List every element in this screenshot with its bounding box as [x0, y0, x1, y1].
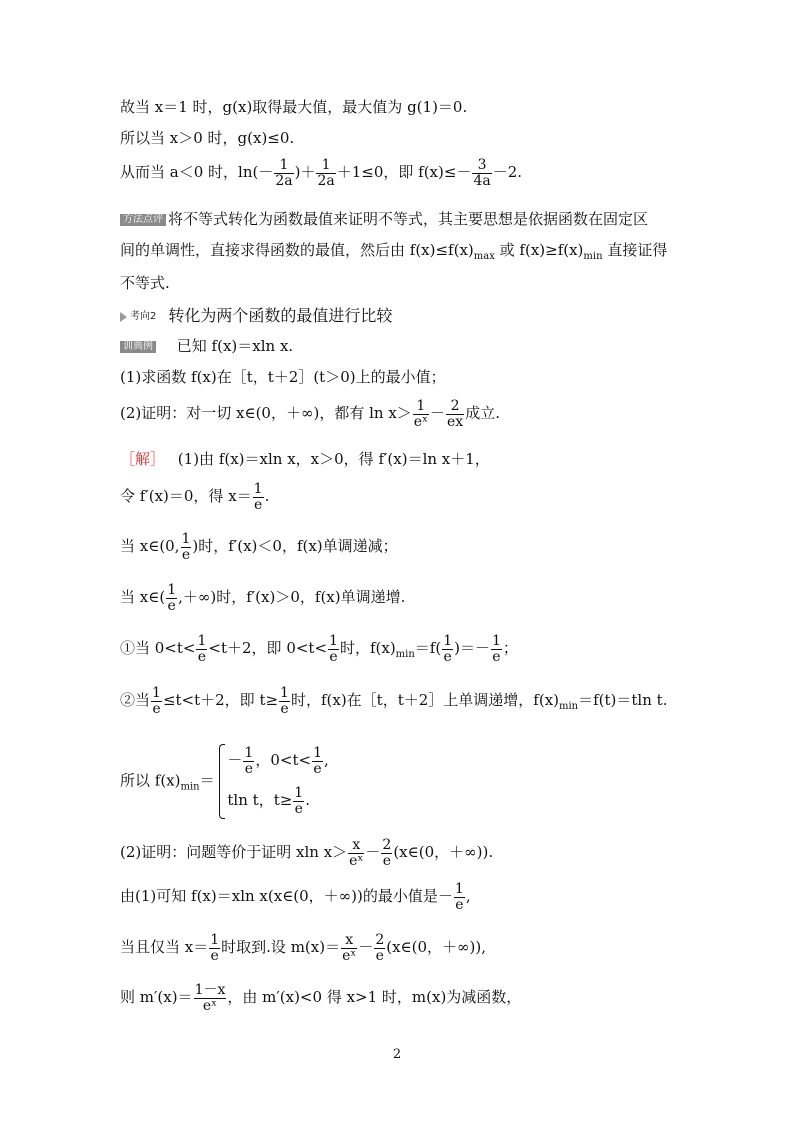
- text: 间的单调性，直接求得函数的最值，然后由 f(x)≤f(x): [120, 241, 474, 259]
- case-row: [227, 746, 328, 776]
- text: ＝f(t)＝tln t.: [578, 691, 668, 710]
- text: －: [358, 938, 374, 957]
- text: .: [264, 487, 270, 506]
- text: ①当 0<t<: [120, 639, 196, 658]
- numerator: 2: [375, 932, 385, 948]
- text: ,: [323, 751, 329, 770]
- text: ≤t<t＋2，即 t≥: [162, 691, 279, 710]
- text-line: [120, 131, 294, 146]
- text: ；: [502, 639, 518, 658]
- numerator: 1: [280, 685, 289, 701]
- example-tag: 训典例: [120, 341, 156, 353]
- example-line: [120, 339, 293, 354]
- fraction: [209, 933, 220, 963]
- text: 所以当 x＞0 时，g(x)≤0.: [120, 129, 295, 147]
- denominator: e: [492, 648, 501, 665]
- numerator: 1: [294, 785, 304, 802]
- fraction: [413, 399, 429, 429]
- text: ,: [465, 887, 471, 906]
- fraction: [446, 399, 464, 429]
- text: 令 f′(x)＝0，得 x＝: [120, 487, 252, 506]
- text: 直接证得: [602, 241, 668, 259]
- denominator: e: [280, 700, 289, 717]
- text: )时，f′(x)＜0，f(x)单调递减；: [192, 537, 398, 556]
- text: 不等式.: [120, 274, 170, 292]
- fraction: [341, 933, 357, 963]
- fraction: [194, 983, 227, 1013]
- formula-line: [120, 882, 471, 912]
- formula-line: [120, 583, 405, 613]
- numerator: 1－x: [194, 982, 226, 998]
- text: 故当 x＝1 时，g(x)取得最大值，最大值为 g(1)＝0.: [120, 98, 468, 116]
- subscript: min: [559, 701, 579, 713]
- fraction: [279, 686, 290, 716]
- text: －2.: [492, 163, 523, 182]
- formula-line: [120, 983, 521, 1013]
- formula-line: [120, 399, 500, 429]
- numerator: 3: [472, 158, 491, 174]
- fraction: [166, 583, 177, 613]
- text: ＝f(: [414, 639, 442, 658]
- fraction: [381, 838, 392, 868]
- section-title: 转化为两个函数的最值进行比较: [168, 306, 393, 325]
- text: 已知 f(x)＝xln x.: [176, 337, 294, 355]
- text: .: [305, 791, 310, 810]
- solution-line: [120, 452, 490, 467]
- numerator: 1: [210, 932, 220, 948]
- denominator: e: [294, 801, 303, 818]
- comment-line: [120, 212, 648, 227]
- fraction: [442, 634, 453, 664]
- numerator: x: [348, 838, 364, 854]
- text: 时，f(x): [339, 639, 396, 658]
- text: (2)证明：问题等价于证明 xln x＞: [120, 843, 348, 862]
- denominator: eˣ: [342, 947, 357, 964]
- text: 成立.: [465, 404, 500, 423]
- text: ，由 m′(x)<0 得 x>1 时，m(x)为减函数，: [227, 988, 522, 1007]
- numerator: 1: [181, 531, 191, 547]
- denominator: e: [313, 760, 322, 777]
- text: (x∈(0，＋∞)),: [386, 938, 487, 957]
- denominator: e: [443, 648, 452, 665]
- text-line: [120, 370, 446, 385]
- formula-line: [120, 158, 522, 188]
- fraction: [274, 158, 293, 188]
- numerator: 1: [167, 582, 177, 598]
- denominator: e: [253, 496, 263, 513]
- fraction: [491, 634, 502, 664]
- case-two-line: [120, 686, 667, 716]
- formula-line: [120, 933, 486, 963]
- numerator: x: [341, 933, 357, 949]
- text: 或 f(x)≥f(x): [494, 241, 584, 259]
- denominator: e: [244, 760, 254, 777]
- triangle-icon: [120, 312, 127, 322]
- fraction: [181, 532, 192, 562]
- numerator: 1: [244, 745, 254, 761]
- denominator: eˣ: [349, 852, 364, 869]
- solution-tag: ［解］: [120, 450, 166, 468]
- text: 时，f(x)在［t，t＋2］上单调递增，f(x): [290, 691, 559, 710]
- fraction: [253, 482, 264, 512]
- fraction: [196, 634, 207, 664]
- denominator: e: [167, 597, 176, 614]
- numerator: 1: [313, 745, 322, 761]
- piecewise-line: [120, 742, 329, 821]
- numerator: 1: [413, 399, 429, 415]
- text: ＋1≤0，即 f(x)≤－: [336, 163, 472, 182]
- denominator: e: [329, 648, 338, 665]
- fraction: [472, 158, 491, 188]
- text: <t＋2，即 0<t<: [208, 639, 328, 658]
- fraction: [316, 158, 335, 188]
- text: 时取到.设 m(x)＝: [221, 938, 341, 957]
- comment-line: [120, 243, 667, 262]
- denominator: e: [152, 700, 161, 717]
- numerator: 1: [316, 158, 335, 174]
- denominator: 2a: [317, 172, 335, 189]
- case-one-line: [120, 634, 518, 664]
- denominator: e: [197, 648, 207, 665]
- fraction: [374, 933, 385, 963]
- denominator: eˣ: [202, 997, 218, 1014]
- formula-line: [120, 838, 493, 868]
- denominator: 2a: [275, 172, 293, 189]
- text: (2)证明：对一切 x∈(0，＋∞)，都有 ln x＞: [120, 404, 412, 423]
- text: －: [430, 404, 446, 423]
- text: ，0<t<: [255, 751, 312, 770]
- fraction: [243, 746, 254, 776]
- piecewise-brace: [219, 742, 328, 821]
- numerator: 2: [446, 399, 464, 415]
- text: (1)求函数 f(x)在［t，t＋2］(t＞0)上的最小值；: [120, 368, 446, 386]
- text: ②当: [120, 691, 151, 710]
- section-tag: 考向2: [130, 311, 157, 322]
- numerator: 1: [152, 685, 161, 701]
- numerator: 1: [329, 633, 338, 649]
- text: －: [365, 843, 381, 862]
- numerator: 1: [197, 633, 207, 649]
- numerator: 1: [454, 881, 464, 897]
- denominator: e: [375, 947, 384, 964]
- numerator: 1: [491, 633, 501, 649]
- denominator: e: [455, 896, 464, 913]
- fraction: [454, 882, 465, 912]
- denominator: 4a: [473, 172, 491, 189]
- subscript: min: [583, 251, 603, 262]
- numerator: 2: [382, 837, 392, 853]
- text: 所以 f(x): [120, 771, 181, 790]
- text: (1)由 f(x)＝xln x，x＞0，得 f′(x)＝ln x＋1，: [177, 450, 490, 468]
- denominator: ex: [447, 413, 464, 430]
- fraction: [312, 746, 323, 776]
- denominator: eˣ: [413, 413, 428, 430]
- section-heading: [120, 308, 392, 324]
- text: 则 m′(x)＝: [120, 988, 193, 1007]
- fraction: [348, 838, 364, 868]
- numerator: 1: [443, 633, 453, 649]
- text: (x∈(0，＋∞)).: [393, 843, 494, 862]
- text: 将不等式转化为函数最值来证明不等式，其主要思想是依据函数在固定区: [168, 210, 649, 228]
- text: )＋: [294, 163, 316, 182]
- fraction: [328, 634, 339, 664]
- text: 当 x∈(0,: [120, 537, 180, 556]
- text: 由(1)可知 f(x)＝xln x(x∈(0，＋∞))的最小值是－: [120, 887, 453, 906]
- subscript: max: [473, 251, 495, 262]
- text: 当且仅当 x＝: [120, 938, 209, 957]
- text: )＝－: [454, 639, 490, 658]
- denominator: e: [382, 852, 392, 869]
- text: 从而当 a＜0 时，ln(－: [120, 163, 274, 182]
- formula-line: [120, 532, 398, 562]
- case-row: [227, 786, 328, 816]
- text: ,＋∞)时，f′(x)＞0，f(x)单调递增.: [178, 588, 406, 607]
- text-line: [120, 100, 467, 115]
- comment-line: [120, 276, 170, 291]
- text: ＝: [199, 771, 215, 790]
- subscript: min: [180, 781, 200, 793]
- denominator: e: [210, 947, 219, 964]
- page-number: 2: [392, 1047, 402, 1062]
- subscript: min: [395, 649, 415, 661]
- comment-tag: 方法点评: [120, 214, 166, 226]
- numerator: 1: [253, 481, 263, 497]
- fraction: [293, 786, 304, 816]
- denominator: e: [181, 546, 191, 563]
- fraction: [151, 686, 162, 716]
- formula-line: [120, 482, 269, 512]
- numerator: 1: [274, 158, 293, 174]
- text: －: [227, 751, 243, 770]
- text: 当 x∈(: [120, 588, 166, 607]
- text: tln t，t≥: [227, 791, 293, 810]
